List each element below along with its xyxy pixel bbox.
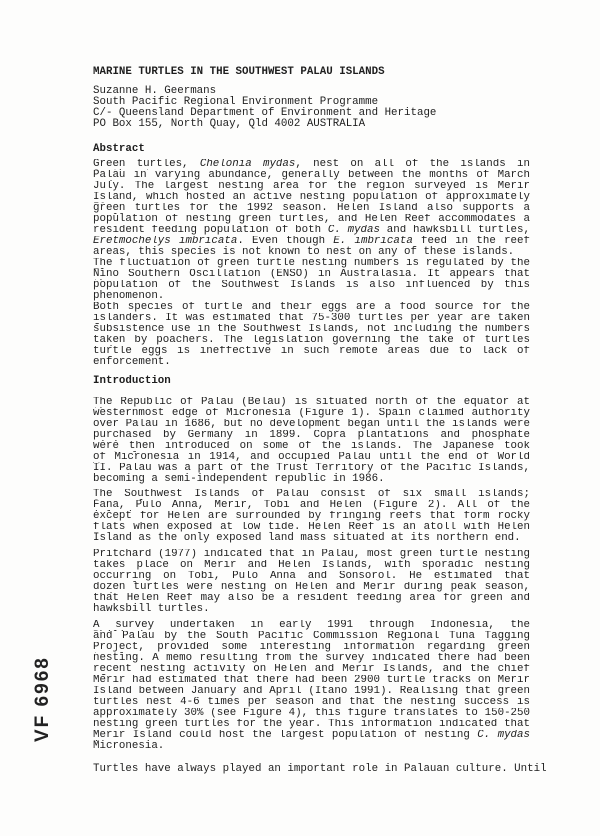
introduction-heading: Introduction [93,375,171,387]
text-line: Palau in varying abundance, generally between the months of March [93,170,530,181]
text-line: approximately 30% (see Figure 4), this figure translates to 150-250 [93,708,530,719]
abstract-paragraph-3 [93,302,530,368]
text-line: occurring on Tobi, Pulo Anna and Sonsorol. He estimated that [93,571,530,582]
author-block [93,86,530,130]
text-line: enforcement. [93,356,171,368]
text-line: hawksbill turtles. [93,603,210,615]
text-line: becoming a semi-independent republic in 1986. [93,473,385,485]
text-line: dozen turtles were nesting on Helen and Merir during peak season, [93,582,530,593]
text-line: July. The largest nesting area for the region surveyed is Merir [93,181,530,192]
author-dept: C/- Queensland Department of Environment and Heritage [93,107,437,119]
text-line: of Micronesia in 1914, and occupied Palau until the end of World [93,452,530,463]
text-line: II. Palau was a part of the Trust Territory of the Pacific Islands, [93,463,530,474]
text-line: and Palau by the South Pacific Commission Regional Tuna Tagging [93,631,530,642]
abstract-paragraph-2 [93,258,530,302]
text-line: islanders. It was estimated that 75-300 turtles per year are taken [93,313,530,324]
intro-paragraph-2 [93,489,530,544]
text-line: recent nesting activity on Helen and Merir Islands, and the chief [93,664,530,675]
text-line: Merir Island could host the largest population of nesting C. mydas [93,730,530,741]
text-line: A survey undertaken in early 1991 through Indonesia, the [93,620,530,631]
text-line: population of nesting green turtles, and Helen Reef accommodates a [93,214,530,225]
text-line: Project, provided some interesting information regarding green [93,642,530,653]
text-line: Green turtles, Chelonia mydas, nest on all of the islands in [93,159,530,170]
text-line: Turtles have always played an important role in Palauan culture. Until [93,763,547,775]
text-line: westernmost edge of Micronesia (Figure 1). Spain claimed authority [93,408,530,419]
text-line: were then introduced on some of the islands. The Japanese took [93,441,530,452]
text-line: phenomenon. [93,290,165,302]
text-line: flats when exposed at low tide. Helen Reef is an atoll with Helen [93,522,530,533]
text-line: purchased by Germany in 1899. Copra plantations and phosphate [93,430,530,441]
text-line: The Republic of Palau (Belau) is situated north of the equator at [93,397,530,408]
intro-paragraph-3 [93,549,530,615]
document-title: MARINE TURTLES IN THE SOUTHWEST PALAU ISLANDS [93,66,385,78]
text-line: that Helen Reef may also be a resident feeding area for green and [93,593,530,604]
abstract-heading: Abstract [93,143,145,155]
text-line: population of the Southwest Islands is also influenced by this [93,280,530,291]
intro-paragraph-1 [93,397,530,485]
archive-stamp: VF 6968 [32,656,53,742]
text-line: turtles nest 4-6 times per season and that the nesting success is [93,697,530,708]
text-line: Island between January and April (Itano 1991). Realising that green [93,686,530,697]
text-line: nesting green turtles for the year. This information indicated that [93,719,530,730]
text-line: Pritchard (1977) indicated that in Palau, most green turtle nesting [93,549,530,560]
text-line: resident feeding population of both C. mydas and hawksbill turtles, [93,225,530,236]
text-line: Eretmochelys imbricata. Even though E. imbricata feed in the reef [93,236,530,247]
abstract-paragraph-1 [93,159,530,258]
text-line: Island, which hosted an active nesting population of approximately [93,192,530,203]
intro-paragraph-4 [93,620,530,752]
text-line: nesting. A memo resulting from the survey indicated there had been [93,653,530,664]
text-line: taken by poachers. The legislation governing the take of turtles [93,335,530,346]
text-line: Micronesia. [93,740,165,752]
author-org: South Pacific Regional Environment Programme [93,96,379,108]
text-line: Nino Southern Oscillation (ENSO) in Australasia. It appears that [93,269,530,280]
text-line: over Palau in 1686, but no development began until the islands were [93,419,530,430]
text-line: green turtles for the 1992 season. Helen Island also supports a [93,203,530,214]
text-line: except for Helen are surrounded by fringing reefs that form rocky [93,511,530,522]
text-line: Fana, Pulo Anna, Merir, Tobi and Helen (Figure 2). All of the [93,500,530,511]
text-line: subsistence use in the Southwest Islands, not including the numbers [93,324,530,335]
text-line: areas, this species is not known to nest on any of these islands. [93,246,515,258]
text-line: turtle eggs is ineffective in such remote areas due to lack of [93,346,530,357]
text-line: Island as the only exposed land mass situated at its northern end. [93,532,521,544]
author-address: PO Box 155, North Quay, Qld 4002 AUSTRALIA [93,118,366,130]
text-line: The fluctuation of green turtle nesting numbers is regulated by the [93,258,530,269]
author-name: Suzanne H. Geermans [93,85,217,97]
text-line: The Southwest Islands of Palau consist of six small islands; [93,489,530,500]
text-line: takes place on Merir and Helen Islands, with sporadic nesting [93,560,530,571]
intro-paragraph-5 [93,763,547,775]
text-line: Merir had estimated that there had been 2900 turtle tracks on Merir [93,675,530,686]
text-line: Both species of turtle and their eggs are a food source for the [93,302,530,313]
